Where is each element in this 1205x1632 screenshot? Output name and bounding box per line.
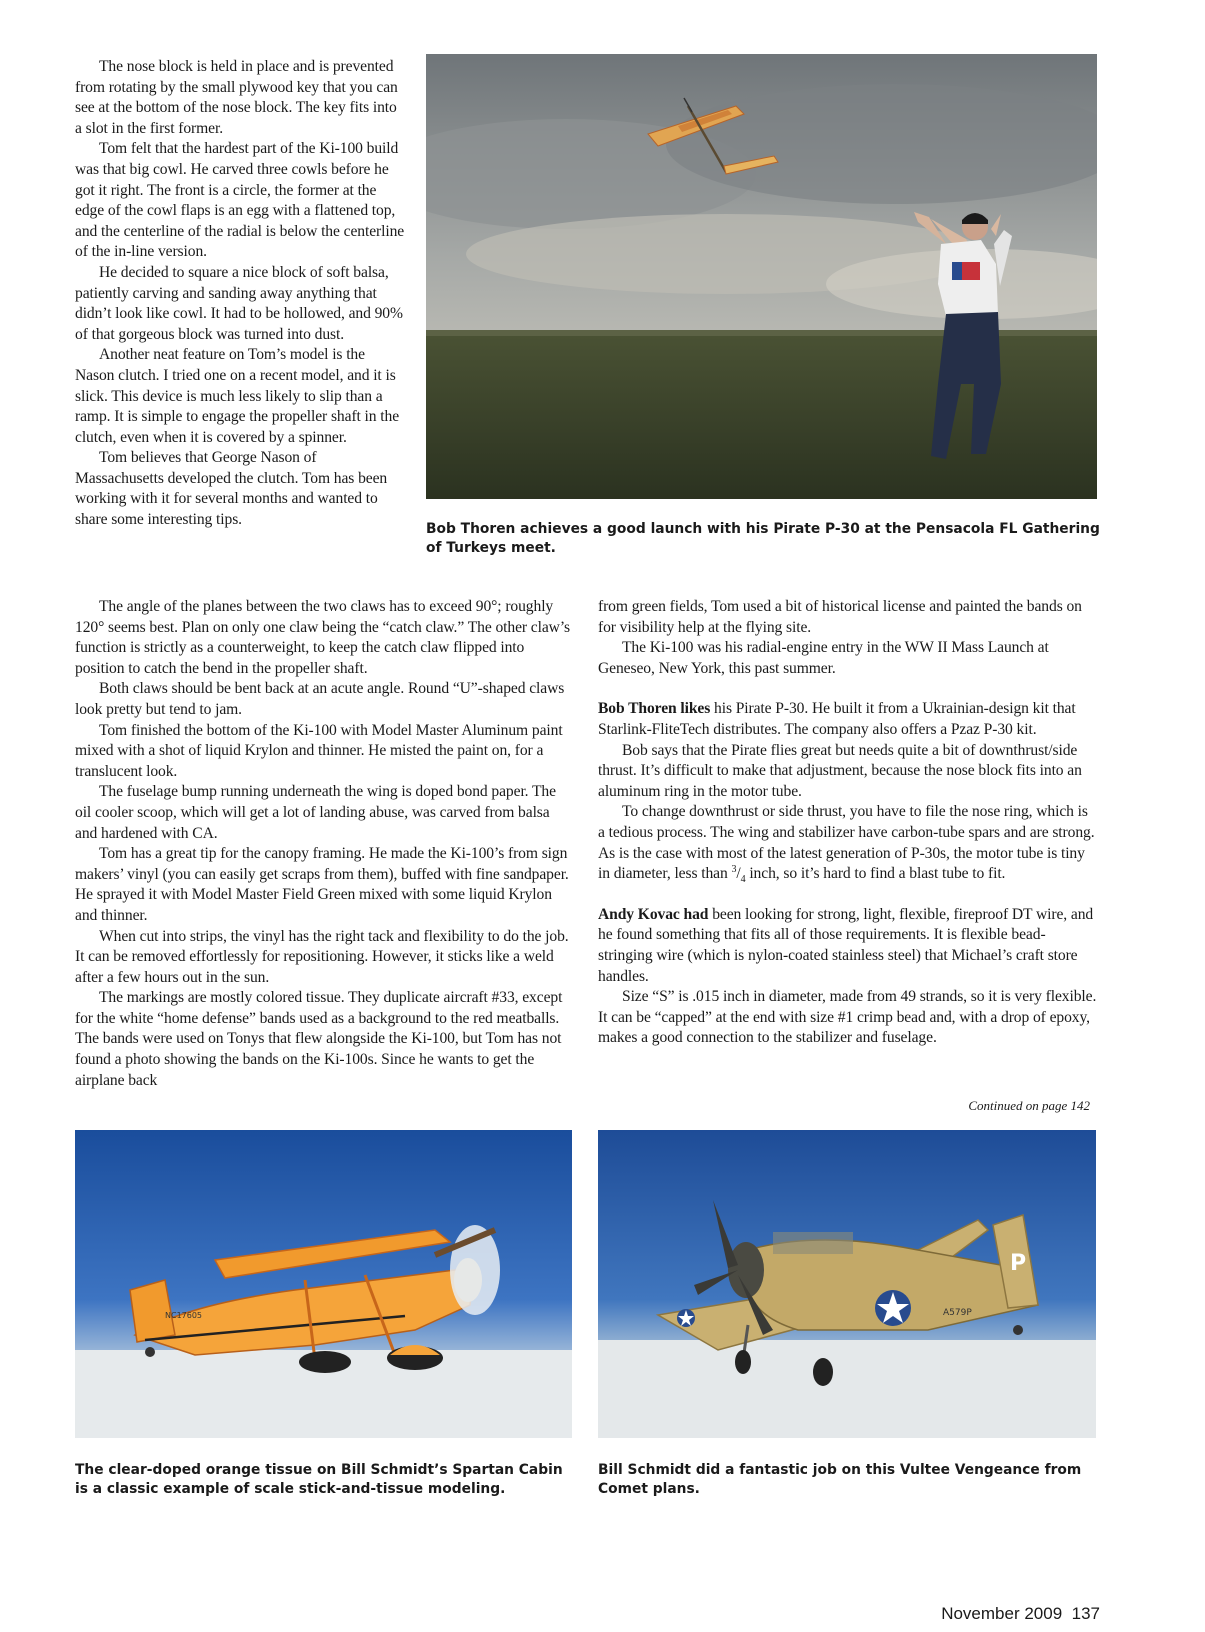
- spartan-caption: The clear-doped orange tissue on Bill Schmidt’s Spartan Cabin is a classic example of scale stick-and-tissue modeling.: [75, 1462, 563, 1497]
- paragraph: Bob Thoren likes his Pirate P-30. He built it from a Ukrainian-design kit that Starlink-FliteTech distributes. The company also offers a Pzaz P-30 kit.: [598, 700, 1076, 738]
- paragraph: Size “S” is .015 inch in diameter, made from 49 strands, so it is very flexible. It can be “capped” at the end with size #1 crimp bead and, with a drop of epoxy, makes a good connection to the stabilizer and fuselage.: [598, 988, 1097, 1047]
- paragraph: The markings are mostly colored tissue. They duplicate aircraft #33, except for the white “home defense” bands used as a background to the red meatballs. The bands were used on Tonys that flew alongside the Ki-100, but Tom has not found a photo showing the bands on the Ki-100s. Since he wants to get the airplane back: [75, 989, 563, 1089]
- vultee-tail-letter: P: [1010, 1251, 1027, 1276]
- paragraph: from green fields, Tom used a bit of historical license and painted the bands on for visibility help at the flying site.: [598, 598, 1082, 636]
- paragraph: Andy Kovac had been looking for strong, light, flexible, fireproof DT wire, and he found something that fits all of those requirements. It is flexible bead-stringing wire (which is nylon-coated stainless steel) that Michael’s craft store handles.: [598, 905, 1094, 985]
- page-number: 137: [1071, 1604, 1100, 1623]
- vultee-vengeance-photo: [598, 1130, 1096, 1438]
- paragraph: The angle of the planes between the two claws has to exceed 90°; roughly 120° seems best. Plan on only one claw being the “catch claw.” The other claw’s function is strictly as a counterweight, to keep the catch claw flipped into position to catch the bend in the propeller shaft.: [75, 598, 571, 677]
- column-left: [75, 597, 575, 1091]
- paragraph: To change downthrust or side thrust, you have to file the nose ring, which is a tedious process. The wing and stabilizer have carbon-tube spars and are strong. As is the case with most of the latest generation of P-30s, the motor tube is tiny in diameter, less than $^3/_4$ inch, so it’s hard to find a blast tube to fit.: [598, 803, 1095, 886]
- column-top-left: [75, 57, 405, 531]
- spartan-registration: NC17605: [165, 1311, 203, 1320]
- page-footer: [920, 1604, 1100, 1624]
- paragraph: Both claws should be bent back at an acute angle. Round “U”-shaped claws look pretty but tend to jam.: [75, 680, 565, 718]
- paragraph: Bob says that the Pirate flies great but needs quite a bit of downthrust/side thrust. It’s difficult to make that adjustment, because the nose block fits into an aluminum ring in the motor tube.: [598, 741, 1082, 800]
- paragraph: Tom believes that George Nason of Massachusetts developed the clutch. Tom has been working with it for several months and wanted to share some interesting tips.: [75, 449, 388, 529]
- paragraph: Tom felt that the hardest part of the Ki-100 build was that big cowl. He carved three cowls before he got it right. The front is a circle, the former at the edge of the cowl flaps is an egg with a flattened top, and the centerline of the radial is below the centerline of the in-line version.: [75, 140, 405, 261]
- continued-note: Continued on page 142: [968, 1098, 1090, 1113]
- paragraph: Another neat feature on Tom’s model is the Nason clutch. I tried one on a recent model, and it is slick. This device is much less likely to slip than a ramp. It is simple to engage the propeller shaft in the clutch, even when it is covered by a spinner.: [75, 346, 400, 446]
- issue-date: November 2009: [941, 1604, 1063, 1623]
- paragraph: When cut into strips, the vinyl has the right tack and flexibility to do the job. It can be removed effortlessly for repositioning. However, it sticks like a weld after a few hours out in the sun.: [75, 927, 569, 986]
- spartan-cabin-photo: [75, 1130, 572, 1438]
- paragraph: Tom finished the bottom of the Ki-100 with Model Master Aluminum paint mixed with a shot of liquid Krylon and thinner. He misted the paint on, for a translucent look.: [75, 721, 563, 780]
- lead-in: Andy Kovac had: [598, 905, 709, 923]
- launch-photo: [426, 54, 1097, 499]
- paragraph: Tom has a great tip for the canopy framing. He made the Ki-100’s from sign makers’ vinyl (you can easily get scraps from them), buffed with fine sandpaper. He sprayed it with Model Master Field Green mixed with some liquid Krylon and thinner.: [75, 845, 569, 924]
- paragraph: The nose block is held in place and is prevented from rotating by the small plywood key that you can see at the bottom of the nose block. The key fits into a slot in the first former.: [75, 58, 398, 137]
- paragraph: The Ki-100 was his radial-engine entry in the WW II Mass Launch at Geneseo, New York, this past summer.: [598, 639, 1049, 677]
- lead-in: Bob Thoren likes: [598, 700, 711, 718]
- paragraph: He decided to square a nice block of soft balsa, patiently carving and sanding away anything that didn’t look like cowl. It had to be hollowed, and 90% of that gorgeous block was turned into dust.: [75, 263, 403, 343]
- vultee-serial: A579P: [943, 1308, 972, 1318]
- column-right: [598, 597, 1098, 1049]
- paragraph: The fuselage bump running underneath the wing is doped bond paper. The oil cooler scoop, which will get a lot of landing abuse, was carved from balsa and hardened with CA.: [75, 783, 556, 842]
- launch-photo-caption: Bob Thoren achieves a good launch with his Pirate P-30 at the Pensacola FL Gathering of Turkeys meet.: [426, 521, 1100, 556]
- vultee-caption: Bill Schmidt did a fantastic job on this Vultee Vengeance from Comet plans.: [598, 1462, 1082, 1497]
